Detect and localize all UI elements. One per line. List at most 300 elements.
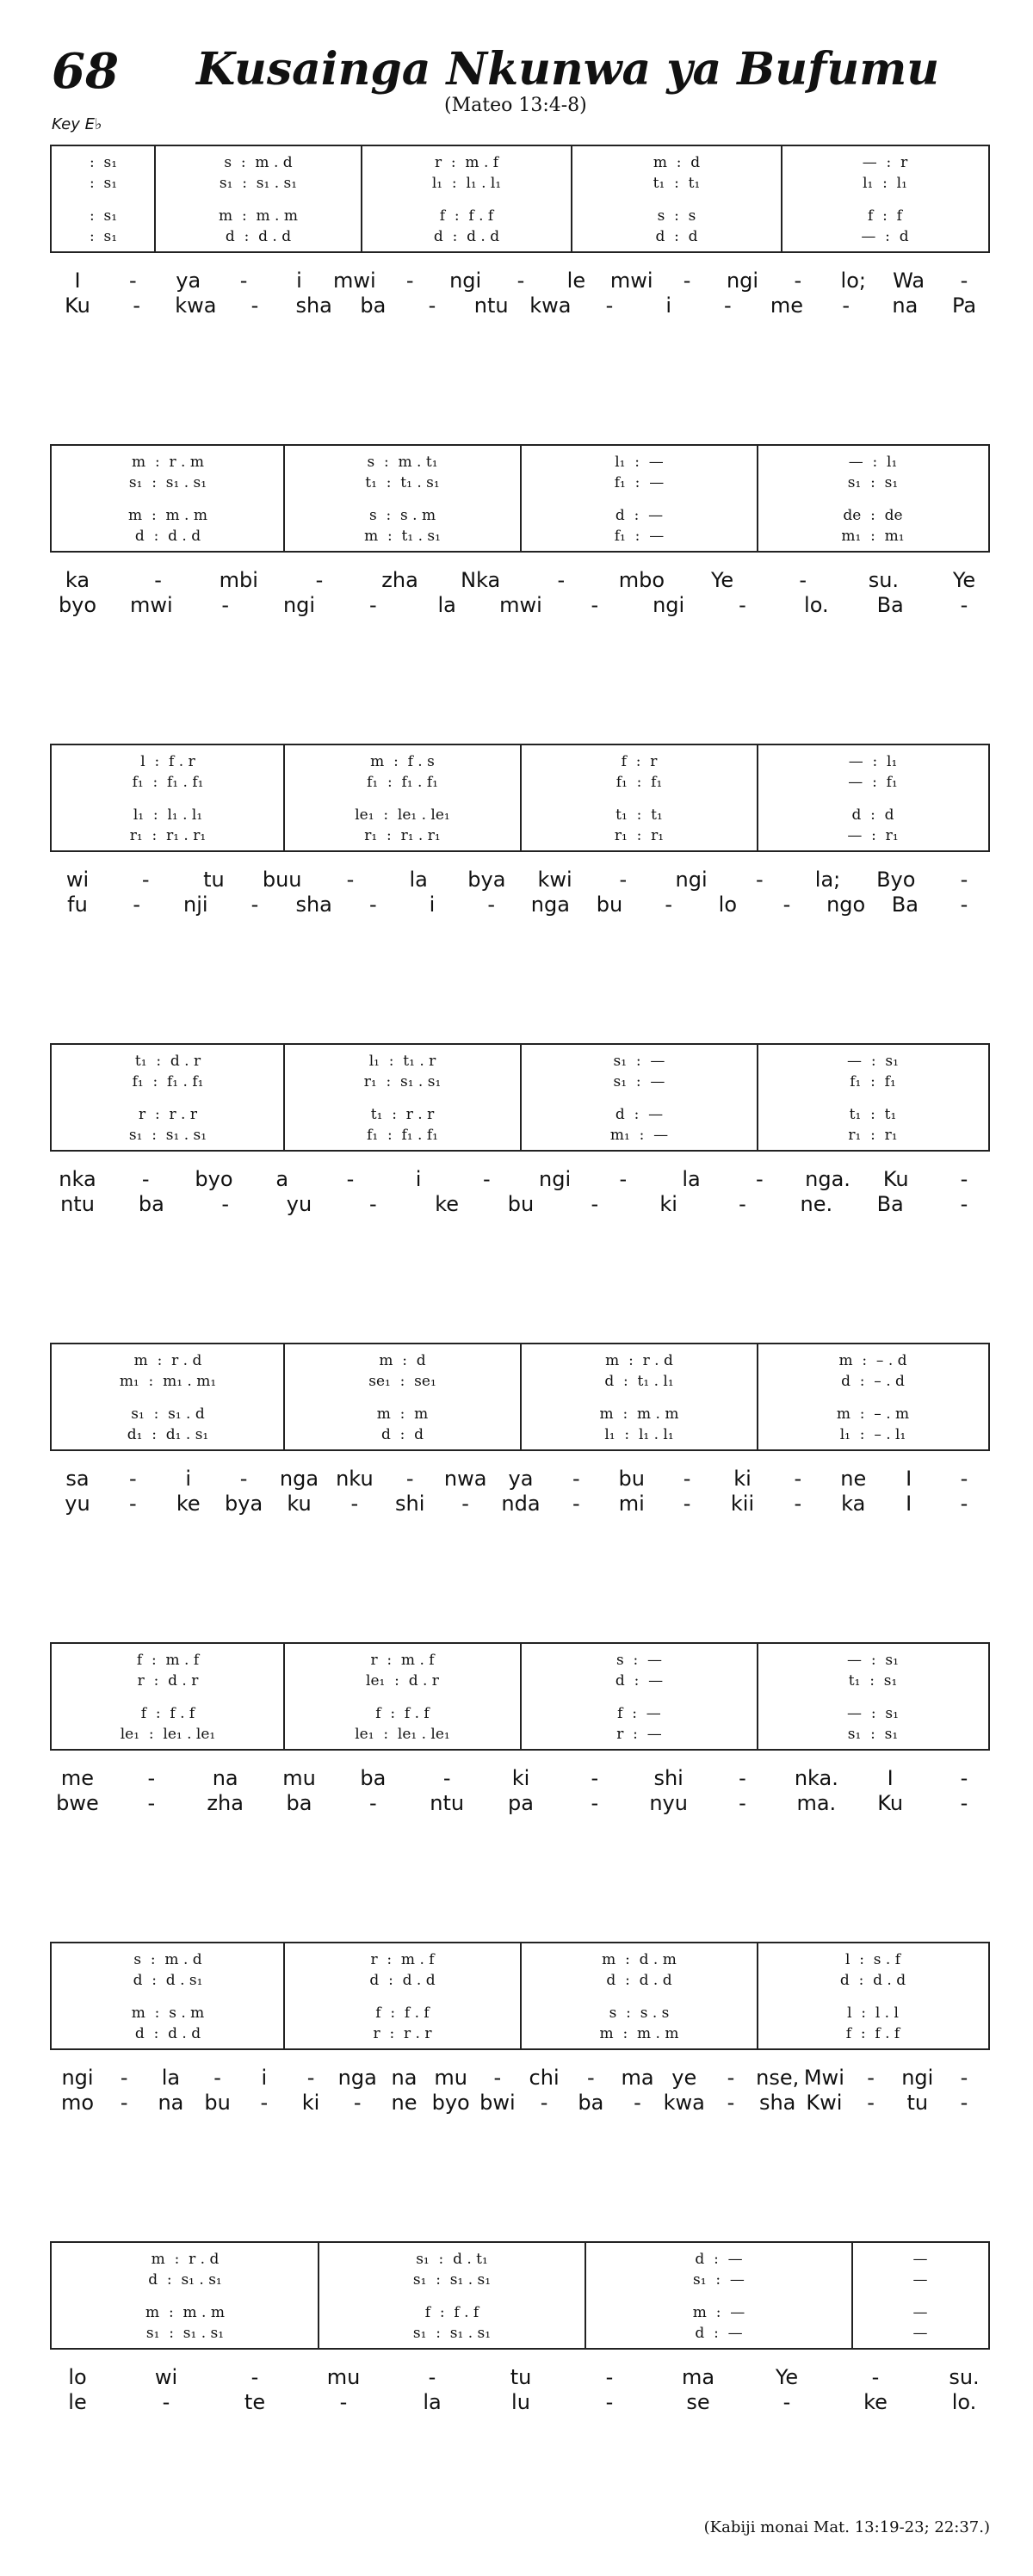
lyric-syllable: -	[405, 269, 414, 293]
lyric-syllable: Wa	[893, 269, 925, 293]
lyric-syllable: tu	[203, 868, 225, 892]
lyric-syllable: -	[605, 2365, 614, 2389]
lyric-line	[60, 293, 981, 318]
lyric-syllable: -	[605, 293, 614, 318]
lyric-syllable: -	[442, 1766, 451, 1790]
measure-notes: r : m . f	[370, 1951, 435, 1968]
measure-notes: d : —	[615, 507, 664, 524]
lyric-syllable: Kwi	[806, 2091, 843, 2115]
score-system	[50, 145, 990, 253]
measure-notes: s : m . t₁	[367, 454, 438, 471]
measure-notes: m : r . m	[132, 454, 204, 471]
lyric-syllable: -	[867, 2066, 875, 2090]
lyric-syllable: -	[727, 2066, 735, 2090]
measure-notes: r₁ : r₁	[614, 827, 665, 844]
lyric-syllable: lu	[511, 2390, 530, 2414]
measure-notes: — : d	[861, 228, 909, 245]
lyric-syllable: -	[591, 1192, 599, 1216]
voice-part	[52, 1124, 988, 1146]
lyric-syllable: sha	[295, 293, 332, 318]
lyric-syllable: ntu	[430, 1791, 465, 1815]
lyric-syllable: ba	[578, 2091, 604, 2115]
lyric-syllable: -	[516, 269, 525, 293]
score-system	[50, 1343, 990, 1451]
measure-notes: s₁ : s₁ . s₁	[412, 2271, 492, 2289]
lyric-syllable: -	[782, 893, 791, 917]
lyric-syllable: na	[391, 2066, 418, 2090]
lyric-syllable: -	[147, 1766, 156, 1790]
measure-notes: m : d	[379, 1352, 426, 1369]
lyric-syllable: -	[493, 2066, 502, 2090]
measure-notes: m : m . m	[599, 2025, 679, 2042]
measure-notes: d : s₁ . s₁	[148, 2271, 222, 2289]
measure-notes: f : r	[621, 753, 658, 770]
measure-notes: —	[912, 2271, 928, 2289]
lyric-syllable: sha	[758, 2091, 796, 2115]
measure-notes: s : s . s	[609, 2005, 670, 2022]
lyric-syllable: -	[483, 1167, 491, 1191]
measure-notes: r₁ : r₁ . r₁	[129, 827, 207, 844]
lyric-syllable: -	[960, 1167, 968, 1191]
lyric-syllable: ne	[391, 2091, 418, 2115]
measure-notes: m : f . s	[370, 753, 435, 770]
lyric-syllable: -	[260, 2091, 269, 2115]
voice-part	[52, 1670, 988, 1692]
measure-notes: d : d	[655, 228, 698, 245]
lyric-syllable: tu	[906, 2091, 929, 2115]
measure-notes: s : m . d	[224, 154, 293, 171]
lyric-syllable: -	[755, 1167, 764, 1191]
measure-notes: m : m . m	[219, 207, 298, 225]
lyric-syllable: -	[960, 1192, 968, 1216]
measure-notes: m : s . m	[131, 2005, 205, 2022]
measure-notes: m₁ : m₁ . m₁	[119, 1373, 217, 1390]
lyric-syllable: Byo	[876, 868, 916, 892]
measure-notes: se₁ : se₁	[368, 1373, 436, 1390]
voice-part	[52, 1649, 988, 1671]
lyric-syllable: nyu	[649, 1791, 688, 1815]
measure-notes: — : f₁	[848, 774, 898, 791]
measure-notes: d : d . d	[134, 528, 201, 545]
lyric-syllable: nji	[183, 893, 208, 917]
score-system	[50, 444, 990, 553]
lyric-syllable: kwa	[175, 293, 217, 318]
lyric-syllable: ba	[360, 293, 387, 318]
lyric-syllable: -	[723, 293, 732, 318]
lyric-syllable: -	[591, 1766, 599, 1790]
measure-notes: f₁ : —	[614, 474, 665, 491]
lyric-syllable: -	[739, 1192, 746, 1216]
lyric-syllable: ki	[301, 2091, 320, 2115]
lyric-syllable: nga	[279, 1467, 319, 1491]
lyric-line	[60, 568, 981, 592]
voice-part	[52, 751, 988, 773]
lyric-syllable: -	[665, 893, 672, 917]
voice-part	[52, 2301, 988, 2324]
measure-notes: l : s . f	[844, 1951, 900, 1968]
lyric-syllable: mu	[326, 2365, 361, 2389]
measure-notes: s₁ : —	[613, 1053, 665, 1070]
measure-notes: le₁ : le₁ . le₁	[355, 1726, 450, 1743]
measure-notes: t₁ : t₁ . s₁	[365, 474, 440, 491]
voice-part	[52, 1071, 988, 1093]
measure-notes: le₁ : d . r	[366, 1672, 439, 1690]
lyric-syllable: -	[960, 1492, 968, 1516]
measure-notes: m : m	[376, 1405, 429, 1423]
lyric-syllable: -	[239, 1467, 248, 1491]
lyric-syllable: ka	[841, 1492, 866, 1516]
lyric-syllable: Ye	[952, 568, 976, 592]
lyric-syllable: -	[368, 1192, 377, 1216]
lyric-line	[60, 593, 981, 617]
lyric-syllable: I	[906, 1467, 912, 1491]
lyric-syllable: se	[686, 2390, 710, 2414]
lyric-syllable: -	[727, 2091, 735, 2115]
measure-notes: d : t₁ . l₁	[604, 1373, 674, 1390]
lyric-syllable: ne	[840, 1467, 867, 1491]
lyric-syllable: a	[275, 1167, 289, 1191]
lyric-syllable: kwi	[537, 868, 572, 892]
measure-notes: : s₁	[89, 175, 118, 192]
lyric-syllable: ngi	[449, 269, 482, 293]
lyric-syllable: mwi	[499, 593, 542, 617]
lyric-syllable: ngi	[675, 868, 708, 892]
measure-notes: l₁ : – . l₁	[839, 1426, 906, 1443]
voice-part	[52, 504, 988, 527]
lyric-syllable: na	[892, 293, 919, 318]
measure-notes: : s₁	[89, 154, 118, 171]
lyric-syllable: lo	[68, 2365, 87, 2389]
measure-notes: s : m . d	[133, 1951, 202, 1968]
lyric-syllable: -	[619, 1167, 628, 1191]
lyric-syllable: -	[572, 1492, 580, 1516]
hymn-title: Kusainga Nkunwa ya Bufumu	[196, 43, 940, 96]
lyric-syllable: wi	[154, 2365, 178, 2389]
lyric-syllable: Ba	[876, 593, 904, 617]
measure-notes: f : m . f	[136, 1652, 200, 1669]
lyric-syllable: ntu	[473, 293, 509, 318]
lyric-syllable: -	[960, 269, 968, 293]
voice-part	[52, 1949, 988, 1971]
lyric-syllable: -	[353, 2091, 362, 2115]
lyric-syllable: -	[129, 1492, 137, 1516]
measure-notes: r₁ : r₁ . r₁	[364, 827, 441, 844]
lyric-syllable: Ku	[877, 1791, 904, 1815]
measure-notes: f₁ : f₁ . f₁	[132, 1073, 204, 1090]
lyric-syllable: lo.	[951, 2390, 977, 2414]
measure-notes: — : l₁	[848, 454, 898, 471]
measure-notes: — : r	[862, 154, 908, 171]
lyric-syllable: bya	[467, 868, 506, 892]
measure-notes: m : m . m	[599, 1405, 679, 1423]
measure-notes: — : s₁	[847, 1652, 899, 1669]
lyric-line	[56, 1791, 981, 1815]
measure-notes: r : m . f	[434, 154, 499, 171]
lyric-syllable: nda	[501, 1492, 541, 1516]
lyric-syllable: me	[60, 1766, 95, 1790]
measure-notes: —	[912, 2251, 928, 2268]
measure-notes: m : d	[653, 154, 701, 171]
lyric-syllable: ma.	[796, 1791, 837, 1815]
measure-notes: f : f . f	[439, 207, 494, 225]
lyric-syllable: nku	[336, 1467, 374, 1491]
lyric-syllable: -	[120, 2091, 128, 2115]
lyric-syllable: le	[68, 2390, 87, 2414]
measure-notes: —	[912, 2325, 928, 2342]
voice-part	[52, 225, 988, 248]
lyric-syllable: -	[346, 868, 355, 892]
measure-notes: l₁ : l₁ . l₁	[431, 175, 502, 192]
lyric-syllable: tu	[510, 2365, 532, 2389]
lyric-syllable: me	[770, 293, 804, 318]
score-system	[50, 1642, 990, 1751]
lyric-syllable: -	[339, 2390, 348, 2414]
lyric-syllable: yu	[286, 1192, 312, 1216]
lyric-syllable: sa	[65, 1467, 90, 1491]
lyric-syllable: nka.	[794, 1766, 838, 1790]
lyric-syllable: ki	[659, 1192, 677, 1216]
lyric-syllable: -	[428, 2365, 436, 2389]
voice-part	[52, 172, 988, 195]
lyric-syllable: -	[960, 593, 968, 617]
measure-notes: f₁ : f₁ . f₁	[132, 774, 204, 791]
voice-part	[52, 1424, 988, 1446]
score-system	[50, 1043, 990, 1152]
lyric-syllable: ngi	[901, 2066, 934, 2090]
lyric-line	[60, 868, 981, 892]
measure-notes: s₁ : d . t₁	[416, 2251, 488, 2268]
measure-notes: m : t₁ . s₁	[364, 528, 441, 545]
hymn-number: 68	[52, 43, 119, 100]
measure-notes: d : —	[615, 1672, 664, 1690]
lyric-syllable: -	[739, 593, 746, 617]
lyric-syllable: ngi	[282, 593, 316, 617]
lyric-syllable: kwa	[663, 2091, 705, 2115]
lyric-syllable: -	[572, 1467, 580, 1491]
lyric-syllable: ki	[511, 1766, 530, 1790]
scripture-reference: (Mateo 13:4-8)	[444, 95, 587, 116]
lyric-syllable: I	[74, 269, 81, 293]
measure-notes: r₁ : s₁ . s₁	[363, 1073, 442, 1090]
lyric-syllable: -	[586, 2066, 595, 2090]
measure-notes: — : l₁	[848, 753, 898, 770]
lyric-syllable: ke	[863, 2390, 888, 2414]
voice-part	[52, 2023, 988, 2045]
lyric-syllable: -	[147, 1791, 156, 1815]
lyric-syllable: mu	[282, 1766, 316, 1790]
lyric-syllable: ki	[733, 1467, 752, 1491]
voice-part	[52, 1370, 988, 1393]
lyric-syllable: -	[683, 1492, 691, 1516]
lyric-syllable: -	[251, 893, 259, 917]
lyric-syllable: pa	[508, 1791, 534, 1815]
lyric-syllable: -	[739, 1766, 746, 1790]
footnote: (Kabiji monai Mat. 13:19-23; 22:37.)	[703, 2518, 990, 2536]
lyric-syllable: -	[251, 293, 259, 318]
lyric-syllable: Nka	[461, 568, 501, 592]
lyric-syllable: nka	[59, 1167, 96, 1191]
lyric-syllable: -	[782, 2390, 791, 2414]
lyric-syllable: i	[185, 1467, 192, 1491]
voice-part	[52, 1969, 988, 1992]
measure-notes: f₁ : f₁ . f₁	[367, 774, 438, 791]
lyric-syllable: Ku	[65, 293, 90, 318]
lyric-syllable: -	[591, 593, 599, 617]
lyric-syllable: ye	[671, 2066, 697, 2090]
lyric-line	[60, 893, 981, 917]
measure-notes: s₁ : s₁ . s₁	[219, 175, 298, 192]
lyric-line	[60, 269, 981, 293]
measure-notes: d₁ : d₁ . s₁	[127, 1426, 209, 1443]
lyric-line	[60, 1492, 981, 1516]
lyric-syllable: nwa	[443, 1467, 487, 1491]
lyric-syllable: ma	[621, 2066, 654, 2090]
lyric-syllable: -	[162, 2390, 170, 2414]
lyric-syllable: lo	[718, 893, 738, 917]
lyric-syllable: byo	[58, 593, 97, 617]
lyric-syllable: Pa	[951, 293, 977, 318]
voice-part	[52, 2002, 988, 2024]
measure-notes: d : d	[851, 806, 894, 824]
lyric-syllable: ngi	[726, 269, 759, 293]
measure-notes: s₁ : s₁ . s₁	[145, 2325, 225, 2342]
lyric-syllable: -	[739, 1791, 746, 1815]
lyric-syllable: fu	[67, 893, 88, 917]
lyric-syllable: lo;	[840, 269, 866, 293]
lyric-syllable: bu	[204, 2091, 231, 2115]
lyric-syllable: -	[133, 893, 140, 917]
lyric-syllable: -	[405, 1467, 414, 1491]
lyric-syllable: su.	[868, 568, 900, 592]
lyric-syllable: -	[428, 293, 436, 318]
measure-notes: r : m . f	[370, 1652, 435, 1669]
voice-part	[52, 1050, 988, 1072]
lyric-syllable: -	[557, 568, 566, 592]
lyric-syllable: ke	[435, 1192, 460, 1216]
lyric-syllable: mwi	[129, 593, 173, 617]
lyric-syllable: -	[591, 1791, 599, 1815]
measure-notes: r : r . r	[373, 2025, 432, 2042]
lyric-syllable: -	[306, 2066, 315, 2090]
measure-notes: m : d . m	[602, 1951, 677, 1968]
measure-notes: l₁ : t₁ . r	[368, 1053, 436, 1070]
lyric-syllable: -	[154, 568, 162, 592]
lyric-syllable: ya	[176, 269, 201, 293]
lyric-syllable: ba	[360, 1766, 387, 1790]
lyric-syllable: nse,	[756, 2066, 800, 2090]
lyric-syllable: -	[794, 1492, 802, 1516]
measure-notes: f : —	[617, 1705, 661, 1722]
lyric-syllable: -	[960, 893, 968, 917]
lyric-syllable: Ye	[775, 2365, 799, 2389]
measure-notes: d : —	[615, 1106, 664, 1123]
lyric-syllable: bu	[618, 1467, 645, 1491]
lyric-syllable: shi	[395, 1492, 425, 1516]
measure-notes: m : r . d	[151, 2251, 220, 2268]
lyric-syllable: i	[429, 893, 436, 917]
score-system	[50, 1942, 990, 2050]
lyric-syllable: -	[683, 1467, 691, 1491]
lyric-syllable: ba	[138, 1192, 164, 1216]
measure-notes: s₁ : —	[613, 1073, 665, 1090]
lyric-syllable: -	[960, 868, 968, 892]
measure-notes: f₁ : f₁	[615, 774, 663, 791]
lyric-syllable: la	[423, 2390, 442, 2414]
measure-notes: — : s₁	[847, 1053, 899, 1070]
voice-part	[52, 1723, 988, 1745]
voice-part	[52, 451, 988, 473]
lyric-syllable: mu	[434, 2066, 467, 2090]
measure-notes: f : f . f	[140, 1705, 195, 1722]
measure-notes: l₁ : l₁ . l₁	[133, 806, 203, 824]
score-system	[50, 744, 990, 852]
measure-notes: r₁ : r₁	[848, 1127, 898, 1144]
lyric-syllable: -	[251, 2365, 259, 2389]
lyric-syllable: -	[794, 1467, 802, 1491]
lyric-syllable: ba	[286, 1791, 312, 1815]
lyric-syllable: bya	[225, 1492, 263, 1516]
measure-notes: le₁ : le₁ . le₁	[355, 806, 450, 824]
lyric-syllable: Ba	[891, 893, 919, 917]
measure-notes: t₁ : t₁	[615, 806, 663, 824]
lyric-syllable: ya	[508, 1467, 534, 1491]
lyric-syllable: bu	[507, 1192, 535, 1216]
lyric-syllable: -	[960, 1791, 968, 1815]
voice-part	[52, 151, 988, 174]
measure-notes: t₁ : d . r	[134, 1053, 201, 1070]
measure-notes: m₁ : —	[609, 1127, 669, 1144]
lyric-syllable: -	[842, 293, 850, 318]
lyric-syllable: mbi	[219, 568, 258, 592]
voice-part	[52, 525, 988, 547]
measure-notes: f₁ : f₁ . f₁	[367, 1127, 438, 1144]
lyric-syllable: zha	[381, 568, 418, 592]
measure-notes: f : f . f	[375, 2005, 430, 2022]
lyric-syllable: kwa	[529, 293, 572, 318]
measure-notes: de : de	[843, 507, 903, 524]
lyric-syllable: -	[141, 1167, 150, 1191]
lyric-syllable: -	[634, 2091, 641, 2115]
measure-notes: s : s . m	[368, 507, 436, 524]
lyric-syllable: -	[683, 269, 691, 293]
key-signature: Key E♭	[52, 115, 102, 133]
voice-part	[52, 1403, 988, 1425]
measure-notes: s : —	[615, 1652, 663, 1669]
measure-notes: s₁ : s₁ . s₁	[128, 1127, 207, 1144]
lyric-syllable: buu	[262, 868, 302, 892]
lyric-syllable: -	[487, 893, 495, 917]
lyric-syllable: ngi	[539, 1167, 572, 1191]
lyric-syllable: wi	[65, 868, 90, 892]
lyric-line	[60, 1766, 981, 1790]
lyric-syllable: -	[867, 2091, 875, 2115]
measure-notes: l : f . r	[140, 753, 195, 770]
lyric-syllable: ngi	[653, 593, 685, 617]
lyric-syllable: -	[368, 893, 377, 917]
measure-notes: f₁ : f₁	[850, 1073, 896, 1090]
lyric-syllable: la	[682, 1167, 701, 1191]
voice-part	[52, 1702, 988, 1725]
measure-notes: t₁ : t₁	[849, 1106, 897, 1123]
lyric-syllable: -	[960, 2091, 968, 2115]
voice-part	[52, 205, 988, 227]
measure-notes: m : r . d	[133, 1352, 202, 1369]
lyric-syllable: Mwi	[803, 2066, 844, 2090]
measure-notes: r : d . r	[137, 1672, 199, 1690]
measure-notes: d : d . s₁	[133, 1972, 203, 1989]
lyric-syllable: lo.	[804, 593, 829, 617]
measure-notes: f₁ : —	[614, 528, 665, 545]
